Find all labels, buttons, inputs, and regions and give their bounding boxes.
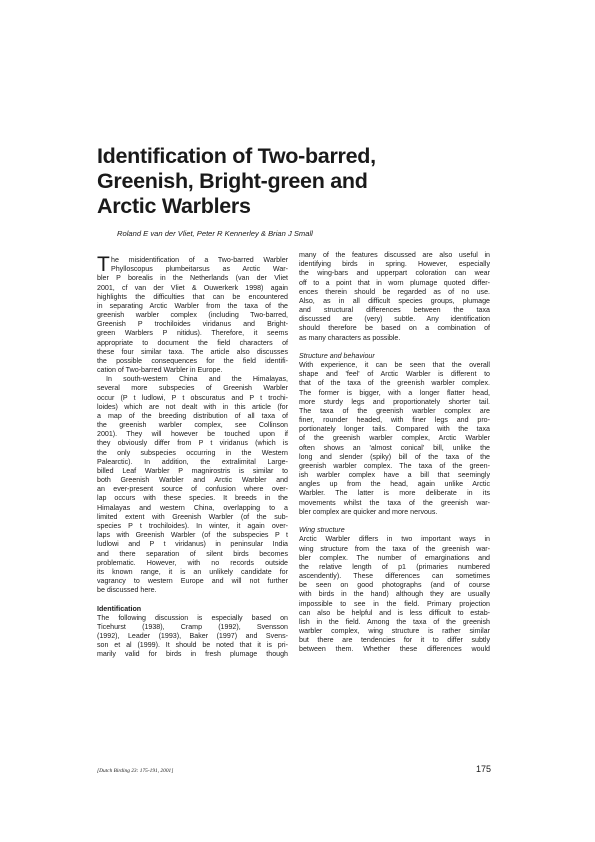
text-line: ences therein should be regarded as of no use. [299, 287, 490, 296]
section-heading-wing: Wing structure [299, 526, 345, 535]
text-line: be seen on good photographs (and of course [299, 581, 490, 590]
text-line: an ever-present source of confusion where over- [97, 485, 288, 494]
text-line: a map of the breeding distribution of all taxa of [97, 411, 288, 420]
text-line: long and slender (spiky) bill of the taxa of the [299, 452, 490, 461]
text-line: as many characters as possible. [299, 333, 401, 342]
text-line: the relative length of p1 (primaries numbered [299, 562, 490, 571]
text-line: finer, rounder headed, with finer legs and pro- [299, 416, 490, 425]
text-line: son et al (1999). It should be noted that it is pri- [97, 641, 288, 650]
structure-paragraph [299, 361, 490, 517]
text-line: can also be helpful and is less difficult to estab- [299, 608, 490, 617]
article-title [97, 144, 497, 219]
text-line: warbler complex, wing structure is rather similar [299, 627, 490, 636]
text-line: Himalayas and western China, overlapping to a [97, 503, 288, 512]
text-line: these four similar taxa. The article also discusses [97, 347, 288, 356]
text-line: in separating Arctic Warbler from the taxa of the [97, 301, 288, 310]
text-line: loides) which are not dealt with in this article (for [97, 402, 288, 411]
title-line: Greenish, Bright-green and [97, 169, 368, 193]
text-line: Phylloscopus plumbeitarsus as Arctic War- [111, 265, 288, 274]
text-line: bler complex are quicker and more nervous. [299, 507, 438, 516]
intro-paragraphs [97, 253, 288, 595]
text-line: several more subspecies of Greenish Warbler [97, 384, 288, 393]
text-line: the possible consequences for the field identifi- [97, 356, 288, 365]
text-line: Also, as in all difficult species groups, plumage [299, 296, 490, 305]
identification-paragraph [97, 614, 288, 660]
text-line: ascendently). These differences can sometimes [299, 572, 490, 581]
text-line: Greenish P trochiloides viridanus and Bright- [97, 320, 288, 329]
text-line: greenish warbler complex (including Two-barred, [97, 311, 288, 320]
text-line: species P t trochiloides). In winter, it again over- [97, 521, 288, 530]
text-line: billed Leaf Warbler P magnirostris is similar to [97, 466, 288, 475]
text-line: laps with Greenish Warbler (of the subspecies P t [97, 531, 288, 540]
text-line: more sturdy legs and proportionately shorter tail. [299, 397, 490, 406]
article-authors: Roland E van der Vliet, Peter R Kennerley & Brian J Small [117, 229, 313, 238]
text-line: many of the features discussed are also useful in [299, 251, 490, 259]
text-line: they obviously differ from P t viridanus (which is [97, 439, 288, 448]
text-line: Arctic Warbler differs in two important ways in [299, 535, 490, 544]
text-line: Ticehurst (1938), Cramp (1992), Svensson [97, 622, 288, 631]
text-line: occur (P t ludlowi, P t obscuratus and P t trochi- [97, 393, 288, 402]
text-line: ish warbler complex have a bill that seemingly [299, 471, 490, 480]
text-line: bler P borealis in the Netherlands (van der Vliet [97, 274, 288, 283]
text-line: bler complex. The number of emarginations and [299, 553, 490, 562]
text-line: discussed are (very) subtle. Any identification [299, 315, 490, 324]
text-line: highlights the difficulties that can be encountered [97, 292, 288, 301]
text-line: cation of Two-barred Warbler in Europe. [97, 366, 223, 375]
continued-paragraph [299, 251, 490, 343]
right-column [299, 251, 490, 655]
text-line: of the greenish warbler complex, Arctic Warbler [299, 434, 490, 443]
text-line: ludlowi and P t viridanus) in peninsular India [97, 540, 288, 549]
text-line: Warbler. The latter is more deliberate in its [299, 489, 490, 498]
text-line: both Greenish Warbler and Arctic Warbler and [97, 476, 288, 485]
text-line: marily valid for birds in fresh plumage though [97, 650, 288, 659]
text-line: lap occurs with these species. It breeds in the [97, 494, 288, 503]
text-line: off to a point that in worn plumage quoted differ- [299, 278, 490, 287]
text-line: lish in the field. Among the taxa of the greenish [299, 617, 490, 626]
text-line: vagrancy to western Europe and will not further [97, 577, 288, 586]
text-line: shape and 'feel' of Arctic Warbler is different to [299, 370, 490, 379]
text-line: and structural differences between the taxa [299, 306, 490, 315]
text-line: often shows an 'almost conical' bill, unlike the [299, 443, 490, 452]
text-line: Palearctic). In addition, the extralimital Large- [97, 457, 288, 466]
text-line: the wing-bars and upperpart coloration can wear [299, 269, 490, 278]
text-line: portionately longer tails. Compared with the taxa [299, 425, 490, 434]
drop-cap: T [97, 253, 110, 276]
text-line: the greenish warbler complex, see Collinson [97, 421, 288, 430]
section-heading-structure: Structure and behaviour [299, 351, 375, 360]
text-line: In south-western China and the Himalayas, [106, 375, 288, 384]
section-heading-identification: Identification [97, 604, 142, 613]
text-line: the only subspecies occurring in the Western [97, 448, 288, 457]
text-line: (1992), Leader (1993), Baker (1997) and Svens- [97, 632, 288, 641]
text-line: be discussed here. [97, 586, 157, 595]
wing-paragraph [299, 535, 490, 654]
journal-citation: [Dutch Birding 23: 175-191, 2001] [97, 768, 174, 774]
page-number: 175 [476, 764, 492, 774]
text-line: greenish warbler complex. The taxa of the green- [299, 461, 490, 470]
text-line: its known range, it is an unlikely candidate for [97, 567, 288, 576]
text-line: limited extent with Greenish Warbler (of the sub- [97, 512, 288, 521]
title-line: Arctic Warblers [97, 194, 251, 218]
text-line: The following discussion is especially based on [97, 613, 288, 622]
left-column [97, 253, 288, 660]
text-line: that of the taxa of the greenish warbler complex. [299, 379, 490, 388]
text-line: should therefore be based on a combination of [299, 324, 490, 333]
text-line: but there are tendencies for it to differ subtly [299, 636, 490, 645]
text-line: identifying birds in spring. However, especially [299, 260, 490, 269]
text-line: The taxa of the greenish warbler complex are [299, 406, 490, 415]
text-line: between them. Whether these differences would [299, 645, 490, 654]
text-line: with birds in the hand) although they are usually [299, 590, 490, 599]
text-line: angles up from the head, again unlike Arctic [299, 480, 490, 489]
text-line: 2001). They will however be touched upon if [97, 430, 288, 439]
text-line: appropriate to document the field characters of [97, 338, 288, 347]
text-line: The former is bigger, with a longer flatter head, [299, 388, 490, 397]
text-line: he misidentification of a Two-barred Warbler [111, 256, 288, 264]
text-line: and there separation of silent birds becomes [97, 549, 288, 558]
text-line: movements whilst the taxa of the greenish war- [299, 498, 490, 507]
text-line: With experience, it can be seen that the overall [299, 361, 490, 370]
text-line: 2001, cf van der Vliet & Ouwerkerk 1998) again [97, 283, 288, 292]
text-line: problematic. However, with no records outside [97, 558, 288, 567]
text-line: wing structure from the taxa of the greenish war- [299, 544, 490, 553]
title-line: Identification of Two-barred, [97, 144, 376, 168]
text-line: impossible to see in the field. Primary projection [299, 599, 490, 608]
text-line: green Warblers P nitidus). Therefore, it seems [97, 329, 288, 338]
